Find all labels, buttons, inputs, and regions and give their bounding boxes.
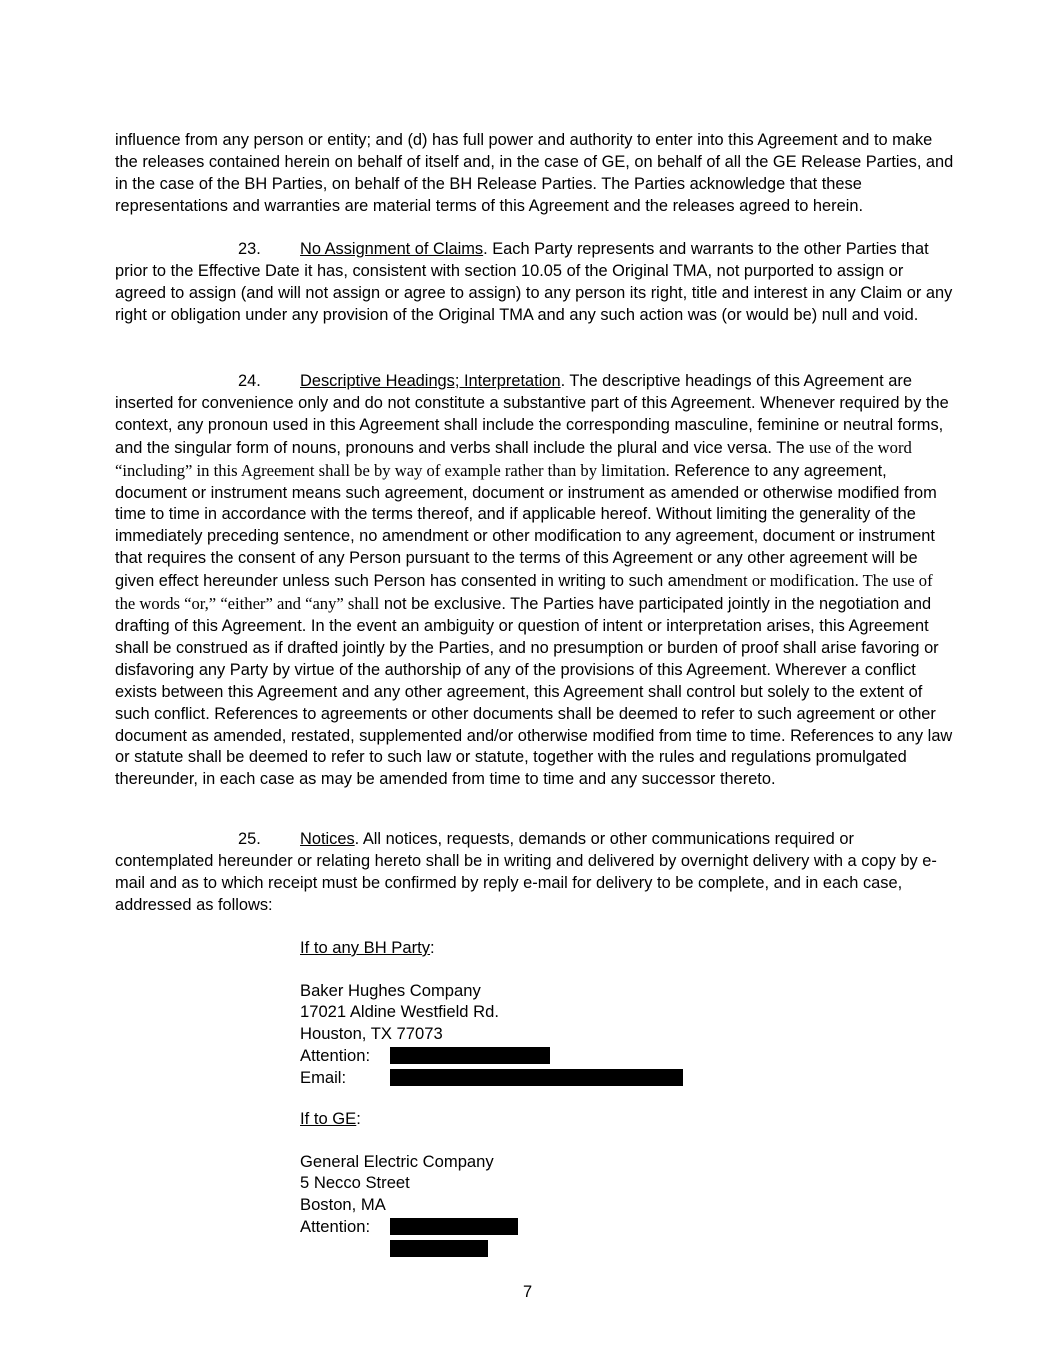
notice-bh-street: 17021 Aldine Westfield Rd.	[300, 1002, 499, 1022]
redaction-bar	[390, 1240, 488, 1257]
section-23	[115, 239, 955, 327]
redaction-bar	[390, 1069, 683, 1086]
notice-ge-company: General Electric Company	[300, 1151, 494, 1171]
section-text: . Each Party represents and warrants to the other Parties that prior to the Effective Date it has, consistent with section 10.05 of the Original TMA, not purported to assign or agreed to assign (and will not assign or agree to assign) to any person its right, title and interest in any Claim or any right or obligation under any provision of the Original TMA and any such action was (or would be) null and void.	[115, 240, 953, 324]
section-text: . All notices, requests, demands or other communications required or contemplated hereunder or relating hereto shall be in writing and delivered by overnight delivery with a copy by e-mail and as to which receipt must be confirmed by reply e-mail for delivery to be complete, and in each case, addressed as follows:	[115, 830, 937, 914]
section-24	[115, 371, 955, 791]
notice-bh-city: Houston, TX 77073	[300, 1024, 443, 1044]
notice-bh-heading: If to any BH Party	[300, 938, 431, 957]
section-text: Reference to any agreement, document or instrument means such agreement, document or instrument as amended or otherwise modified from time to time in accordance with the terms thereof, and if applicable hereof. Without limiting the generality of the immediately preceding sentence, no amendment or other modification to any agreement, document or instrument that requires the consent of any Person pursuant to the terms of this Agreement or any other agreement will be given effect hereunder unless such Person has consented in writing to such am	[115, 461, 937, 591]
notice-bh-attention-label: Attention:	[300, 1046, 371, 1066]
section-25	[115, 829, 955, 917]
redaction-bar	[390, 1047, 550, 1064]
section-text-serif: use of the word “including” in this Agreement shall be by way of example rather than by limitation.	[115, 437, 912, 480]
notice-ge-street: 5 Necco Street	[300, 1173, 410, 1193]
section-heading: Notices	[300, 830, 355, 848]
notice-bh-email-label: Email:	[300, 1068, 347, 1088]
notice-ge-city: Boston, MA	[300, 1195, 386, 1215]
section-heading: Descriptive Headings; Interpretation	[300, 372, 561, 390]
intro-paragraph-text: influence from any person or entity; and (d) has full power and authority to enter into this Agreement and to make the releases contained herein on behalf of itself and, in the case of GE, on behalf of all the GE Release Parties, and in the case of the BH Parties, on behalf of the BH Release Parties. The Parties acknowledge that these representations and warranties are material terms of this Agreement and the releases agreed to herein.	[115, 131, 954, 215]
section-text-serif: endment or modification. The use of the words “or,” “either” and “any” shall	[115, 571, 933, 614]
section-text: . The descriptive headings of this Agreement are inserted for convenience only and do not constitute a substantive part of this Agreement. Whenever required by the context, any pronoun used in this Agreement shall include the corresponding masculine, feminine or neutral forms, and the singular form of nouns, pronouns and verbs shall include the plural and vice versa. The	[115, 372, 949, 457]
notice-bh-company: Baker Hughes Company	[300, 980, 481, 1000]
section-text: not be exclusive. The Parties have participated jointly in the negotiation and drafting of this Agreement. In the event an ambiguity or question of intent or interpretation arises, this Agreement shall be construed as if drafted jointly by the Parties, and no presumption or burden of proof shall arise favoring or disfavoring any Party by virtue of the authorship of any of the provisions of this Agreement. Wherever a conflict exists between this Agreement and any other agreement, this Agreement shall control but solely to the extent of such conflict. References to agreements or other documents shall be deemed to refer to such agreement or other document as amended, restated, supplemented and/or otherwise modified from time to time. References to any law or statute shall be deemed to refer to such law or statute, together with the rules and regulations promulgated thereunder, in each case as may be amended from time to time and any successor thereto.	[115, 595, 953, 789]
notice-ge-block: If to GE: General Electric Company 5 Necco Street Boston, MA Attention:	[300, 1108, 800, 1260]
notice-bh-block: If to any BH Party: Baker Hughes Company 17021 Aldine Westfield Rd. Houston, TX 77073 Attention: Email:	[300, 937, 800, 1089]
section-heading: No Assignment of Claims	[300, 240, 484, 258]
section-number: 24.	[238, 372, 261, 390]
notice-ge-heading: If to GE	[300, 1109, 357, 1128]
section-number: 23.	[238, 240, 261, 258]
page-number: 7	[522, 1283, 533, 1301]
section-number: 25.	[238, 830, 261, 848]
intro-paragraph	[115, 130, 955, 218]
notice-ge-attention-label: Attention:	[300, 1217, 371, 1237]
redaction-bar	[390, 1218, 518, 1235]
